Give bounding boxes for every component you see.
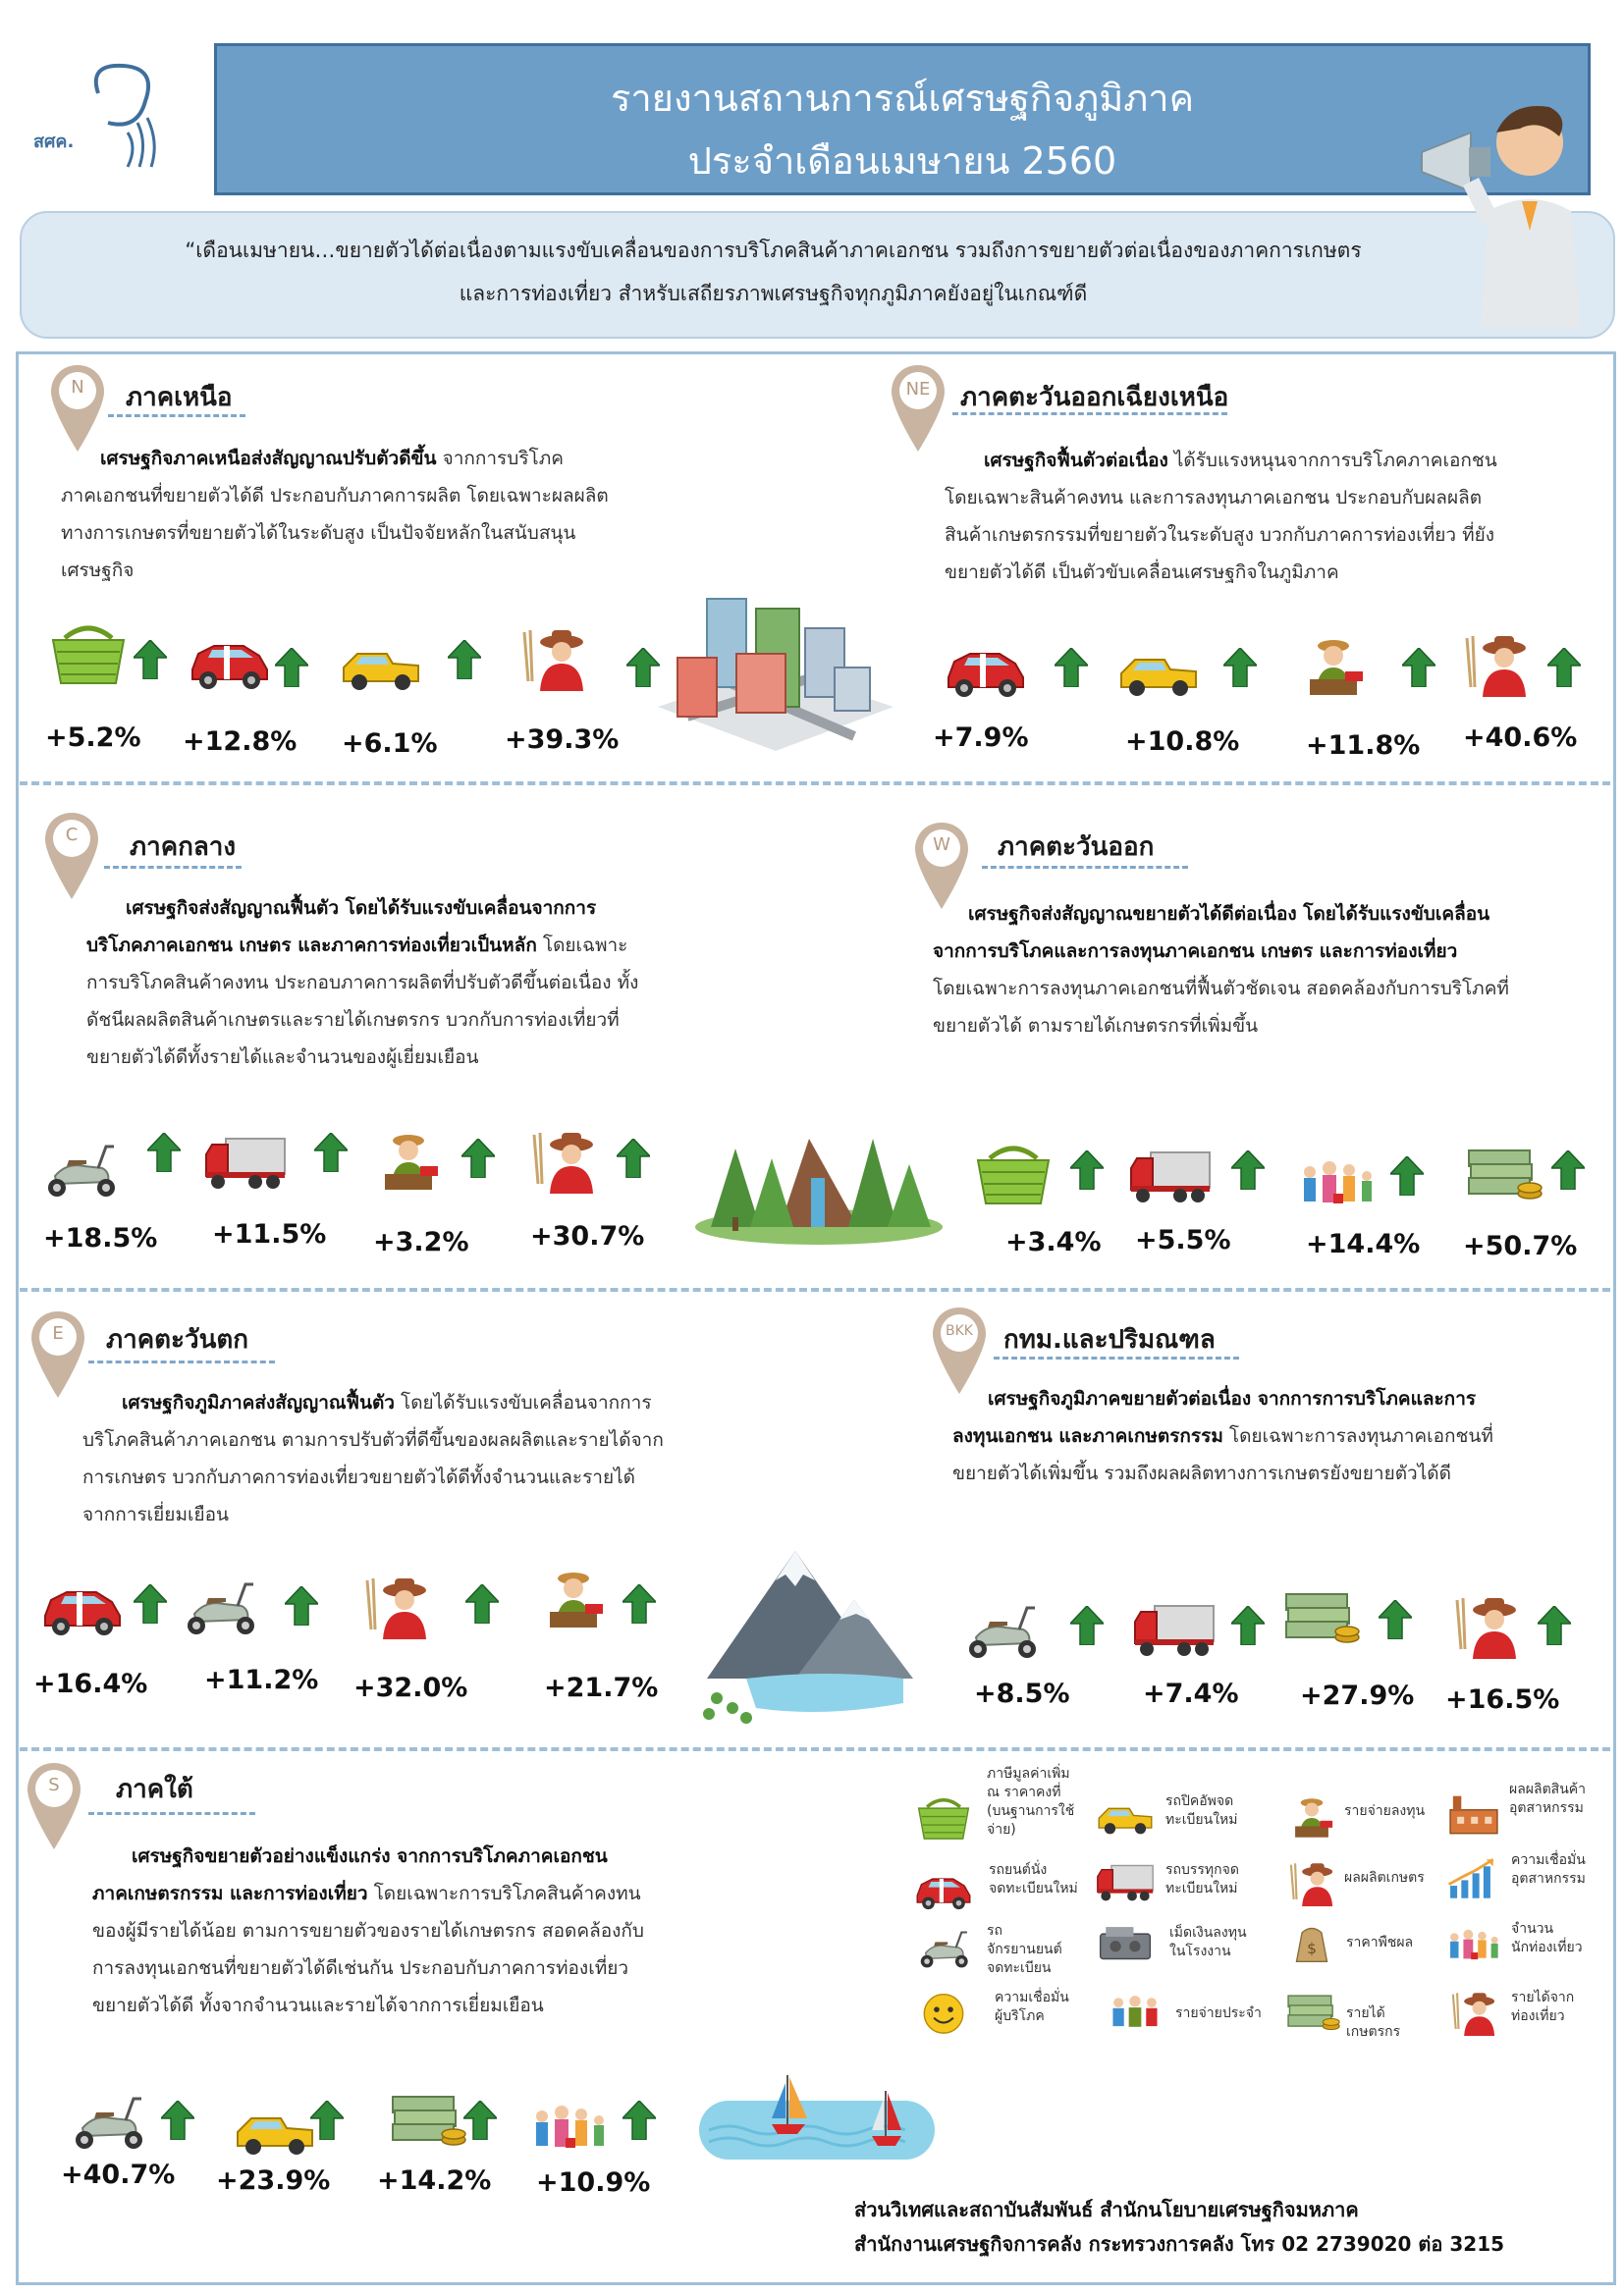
sailboats-icon [699,2061,935,2169]
farmer-tourism-icon [1443,1987,1504,2038]
legend-item: รายจ่ายลงทุน [1344,1803,1426,1819]
indicator-value: +27.9% [1300,1681,1415,1711]
indicator-value: +11.2% [204,1665,319,1695]
up-arrow-icon [1402,648,1435,687]
indicator-value: +10.8% [1125,726,1240,757]
indicator-value: +10.9% [536,2167,651,2198]
up-arrow-icon [623,2101,656,2140]
region-title-west: ภาคตะวันตก [106,1325,248,1355]
factory-icon [1443,1789,1504,1840]
legend-item: ความเชื่อมั่น อุตสาหกรรม [1511,1852,1586,1887]
up-arrow-icon [1070,1150,1104,1190]
summary-box [20,211,1615,339]
legend-item: ผลผลิตสินค้า อุตสาหกรรม [1509,1782,1586,1816]
tourists-icon [526,2093,613,2163]
indicator-value: +11.8% [1306,730,1421,761]
legend-item: ความเชื่อมั่น ผู้บริโภค [995,1990,1069,2024]
farmer-icon [1281,1857,1342,1908]
up-arrow-icon [134,1584,167,1624]
indicator-value: +5.2% [45,722,141,753]
indicator-value: +50.7% [1463,1231,1578,1261]
city-buildings-icon [648,589,903,756]
worker-icon [1281,1792,1342,1843]
indicator-value: +14.4% [1306,1229,1421,1259]
indicator-value: +18.5% [43,1223,158,1254]
up-arrow-icon [310,2101,344,2140]
indicator-value: +3.4% [1005,1227,1102,1257]
legend-item: รถบรรทุกจด ทะเบียนใหม่ [1165,1862,1239,1896]
farmer-icon [511,622,597,693]
up-arrow-icon [461,1139,495,1178]
yellow-truck-icon [338,626,424,697]
red-truck-icon [1127,1139,1214,1209]
money-icon [383,2085,469,2156]
region-title-north: ภาคเหนือ [126,383,233,412]
region-text-bkk: เศรษฐกิจภูมิภาคขยายตัวต่อเนื่อง จากการการบริโภคและการ ลงทุนเอกชน และภาคเกษตรกรรม โดยเฉพาะการลงทุนภาคเอกชนที่ ขยายตัวได้เพิ่มขึ้น รวมถึงผลผลิตทางการเกษตรยังขยายตัวได้ดี [952,1388,1493,1484]
title-underline-bkk [994,1357,1239,1360]
indicator-value: +16.4% [33,1669,148,1699]
worker-icon [530,1565,617,1635]
region-text-south: เศรษฐกิจขยายตัวอย่างแข็งแกร่ง จากการบริโภคภาคเอกชน ภาคเกษตรกรรม และการท่องเที่ยว โดยเฉพาะการบริโภคสินค้าคงทน ของผู้มีรายได้น้อย ตามการขยายตัวของรายได้เกษตรกร สอดคล้องกับ การลงทุนเอกชนที่ขยายตัวได้ดีเช่นกัน ประกอบกับภาคการท่องเที่ยว ขยายตัวได้ดี ทั้งจากจำนวนและรายได้จากการเยี่ยมเยือน [92,1845,644,2016]
up-arrow-icon [1055,648,1088,687]
indicator-value: +8.5% [974,1679,1070,1709]
up-arrow-icon [285,1586,318,1626]
region-text-northeast: เศรษฐกิจฟื้นตัวต่อเนื่อง ได้รับแรงหนุนจากการบริโภคภาคเอกชน โดยเฉพาะสินค้าคงทน และการลงทุนภาคเอกชน ประกอบกับผลผลิต สินค้าเกษตรกรรมที่ขยายตัวในระดับสูง บวกกับภาคการท่องเที่ยว ที่ยัง ขยายตัวได้ดี เป็นตัวขับเคลื่อนเศรษฐกิจในภูมิภาค [945,450,1497,583]
indicator-value: +39.3% [505,724,620,755]
legend-item: รายได้เกษตรกร [1346,2005,1401,2040]
summary-line-1: “เดือนเมษายน…ขยายตัวได้ต่อเนื่องตามแรงขับเคลื่อนของการบริโภคสินค้าภาคเอกชน รวมถึงการขยายตัวต่อเนื่องของภาคการเกษตร [185,239,1362,262]
worker-icon [1290,632,1377,703]
up-arrow-icon [448,640,481,679]
up-arrow-icon [1390,1156,1424,1196]
indicator-value: +6.1% [342,728,438,759]
up-arrow-icon [1231,1150,1265,1190]
scooter-icon [37,1133,124,1203]
up-arrow-icon [314,1133,348,1172]
report-period: ประจำเดือนเมษายน 2560 [687,139,1117,183]
scooter-icon [65,2085,151,2156]
ministry-logo [29,54,206,182]
yellow-truck-icon [1095,1789,1156,1840]
up-arrow-icon [1538,1606,1571,1645]
red-truck-icon [202,1125,289,1196]
legend-item: ราคาพืชผล [1346,1935,1414,1950]
region-title-central: ภาคกลาง [130,832,237,862]
report-title: รายงานสถานการณ์เศรษฐกิจภูมิภาค [610,77,1195,120]
money-icon [1459,1139,1545,1209]
legend-item: เม็ดเงินลงทุน ในโรงงาน [1169,1925,1247,1959]
legend-item: รถยนต์นั่ง จดทะเบียนใหม่ [989,1862,1078,1896]
region-pin-northeast [890,363,947,454]
indicator-value: +11.5% [212,1219,327,1250]
pin-label-bkk: BKK [946,1323,973,1339]
legend-item: รถปิคอัพจด ทะเบียนใหม่ [1165,1793,1238,1828]
indicator-value: +40.6% [1463,722,1578,753]
region-text-east: เศรษฐกิจส่งสัญญาณขยายตัวได้ดีต่อเนื่อง โดยได้รับแรงขับเคลื่อน จากการบริโภคและการลงทุนภาคเอกชน เกษตร และการท่องเที่ยว โดยเฉพาะการลงทุนภาคเอกชนที่ฟื้นตัวชัดเจน สอดคล้องกับการบริโภคที่ ขยายตัวได้ ตามรายได้เกษตรกรที่เพิ่มขึ้น [933,903,1509,1037]
red-car-icon [39,1571,126,1641]
up-arrow-icon [275,648,308,687]
pin-label-central: C [65,825,79,845]
legend-item: ภาษีมูลค่าเพิ่ม ณ ราคาคงที่ (บนฐานการใช้ จ่าย) [987,1766,1075,1838]
title-underline-west [88,1361,275,1363]
indicator-value: +3.2% [373,1227,469,1257]
indicator-value: +21.7% [544,1673,659,1703]
divider-2 [20,1288,1610,1292]
farmer-icon [1443,1590,1530,1661]
scooter-icon [913,1922,974,1973]
region-title-east: ภาคตะวันออก [998,832,1155,862]
yellow-truck-icon [1115,632,1202,703]
red-truck-icon [1095,1855,1156,1906]
footer-office-contact: สำนักงานเศรษฐกิจการคลัง กระทรวงการคลัง โทร 02 2739020 ต่อ 3215 [854,2232,1505,2256]
up-arrow-icon [1070,1606,1104,1645]
scooter-icon [958,1594,1045,1665]
indicator-value: +12.8% [183,726,298,757]
red-car-icon [187,624,273,695]
growth-chart-icon [1443,1853,1504,1904]
indicator-value: +7.4% [1143,1679,1239,1709]
tourists-icon [1443,1920,1504,1971]
tourists-icon [1294,1148,1380,1219]
money-icon [1281,1987,1342,2038]
icon-legend [908,1759,1596,2063]
basket-icon [45,618,132,689]
indicator-value: +40.7% [61,2160,176,2190]
legend-item: รายได้จาก ท่องเที่ยว [1511,1990,1575,2024]
indicator-value: +30.7% [530,1221,645,1252]
mountain-lake-icon [687,1531,923,1728]
smiley-icon [913,1987,974,2038]
red-car-icon [943,632,1029,703]
region-title-south: ภาคใต้ [116,1775,193,1804]
summary-line-2: และการท่องเที่ยว สำหรับเสถียรภาพเศรษฐกิจทุกภูมิภาคยังอยู่ในเกณฑ์ดี [459,282,1088,305]
basket-icon [970,1139,1056,1209]
yellow-truck-icon [232,2091,318,2162]
up-arrow-icon [1379,1600,1412,1639]
title-underline-east [982,866,1188,869]
indicator-value: +23.9% [216,2165,331,2196]
legend-item: ผลผลิตเกษตร [1344,1870,1425,1886]
region-text-west: เศรษฐกิจภูมิภาคส่งสัญญาณฟื้นตัว โดยได้รับแรงขับเคลื่อนจากการ บริโภคสินค้าภาคเอกชน ตามการปรับตัวที่ดีขึ้นของผลผลิตและรายได้จาก การเกษตร บวกกับภาคการท่องเที่ยวขยายตัวได้ดีทั้งจำนวนและรายได้ จากการเยี่ยมเยือน [82,1392,664,1525]
price-bag-icon [1281,1918,1342,1969]
region-text-central: เศรษฐกิจส่งสัญญาณฟื้นตัว โดยได้รับแรงขับเคลื่อนจากการ บริโภคภาคเอกชน เกษตร และภาคการท่องเที่ยวเป็นหลัก โดยเฉพาะ การบริโภคสินค้าคงทน ประกอบภาคการผลิตที่ปรับตัวดีขึ้นต่อเนื่อง ทั้ง ดัชนีผลผลิตสินค้าเกษตรและรายได้เกษตรกร บวกกับการท่องเที่ยวที่ ขยายตัวได้ดีทั้งรายได้และจำนวนของผู้เยี่ยมเยือน [86,897,639,1068]
region-title-bkk: กทม.และปริมณฑล [1003,1325,1216,1355]
machine-icon [1095,1918,1156,1969]
divider-1 [20,781,1610,785]
up-arrow-icon [1231,1606,1265,1645]
footer-department: ส่วนวิเทศและสถาบันสัมพันธ์ สำนักนโยบายเศรษฐกิจมหภาค [854,2198,1359,2221]
title-underline-south [88,1812,255,1815]
pin-label-east: W [933,834,950,855]
worker-icon [365,1127,452,1198]
pin-label-northeast: NE [905,379,931,400]
title-underline-central [104,866,242,869]
report-title-banner [214,43,1591,195]
pin-label-north: N [71,377,84,398]
up-arrow-icon [623,1584,656,1624]
basket-icon [913,1792,974,1843]
up-arrow-icon [465,1584,499,1624]
people-icon [1105,1987,1165,2038]
farmer-icon [353,1571,440,1641]
money-icon [1276,1582,1363,1653]
forest-waterfall-icon [691,1119,947,1247]
up-arrow-icon [1547,648,1581,687]
up-arrow-icon [147,1133,181,1172]
up-arrow-icon [161,2101,194,2140]
up-arrow-icon [463,2101,497,2140]
indicator-value: +5.5% [1135,1225,1231,1255]
indicator-value: +32.0% [353,1673,468,1703]
region-text-north: เศรษฐกิจภาคเหนือส่งสัญญาณปรับตัวดีขึ้น จากการบริโภค ภาคเอกชนที่ขยายตัวได้ดี ประกอบกับภาคการผลิต โดยเฉพาะผลผลิต ทางการเกษตรที่ขยายตัวได้ในระดับสูง เป็นปัจจัยหลักในสนับสนุน เศรษฐกิจ [61,448,609,581]
up-arrow-icon [1223,648,1257,687]
red-truck-icon [1131,1592,1218,1663]
up-arrow-icon [134,640,167,679]
title-underline-north [108,414,245,417]
legend-item: จำนวน นักท่องเที่ยว [1511,1921,1583,1955]
legend-item: รายจ่ายประจำ [1175,2005,1262,2021]
region-title-northeast: ภาคตะวันออกเฉียงเหนือ [960,383,1229,412]
pin-label-south: S [48,1775,60,1795]
red-car-icon [913,1863,974,1914]
logo-text: สศค. [33,132,75,152]
scooter-icon [177,1571,263,1641]
legend-item: รถจักรยานยนต์ จดทะเบียน [987,1923,1062,1976]
indicator-value: +7.9% [933,722,1029,753]
up-arrow-icon [1551,1150,1585,1190]
farmer-icon [1453,628,1540,699]
up-arrow-icon [617,1139,650,1178]
farmer-icon [520,1125,607,1196]
divider-3 [20,1747,1610,1751]
indicator-value: +16.5% [1445,1684,1560,1715]
title-underline-northeast [952,412,1227,415]
indicator-value: +14.2% [377,2165,492,2196]
pin-label-west: E [52,1323,64,1344]
megaphone-man-icon [1412,93,1618,329]
